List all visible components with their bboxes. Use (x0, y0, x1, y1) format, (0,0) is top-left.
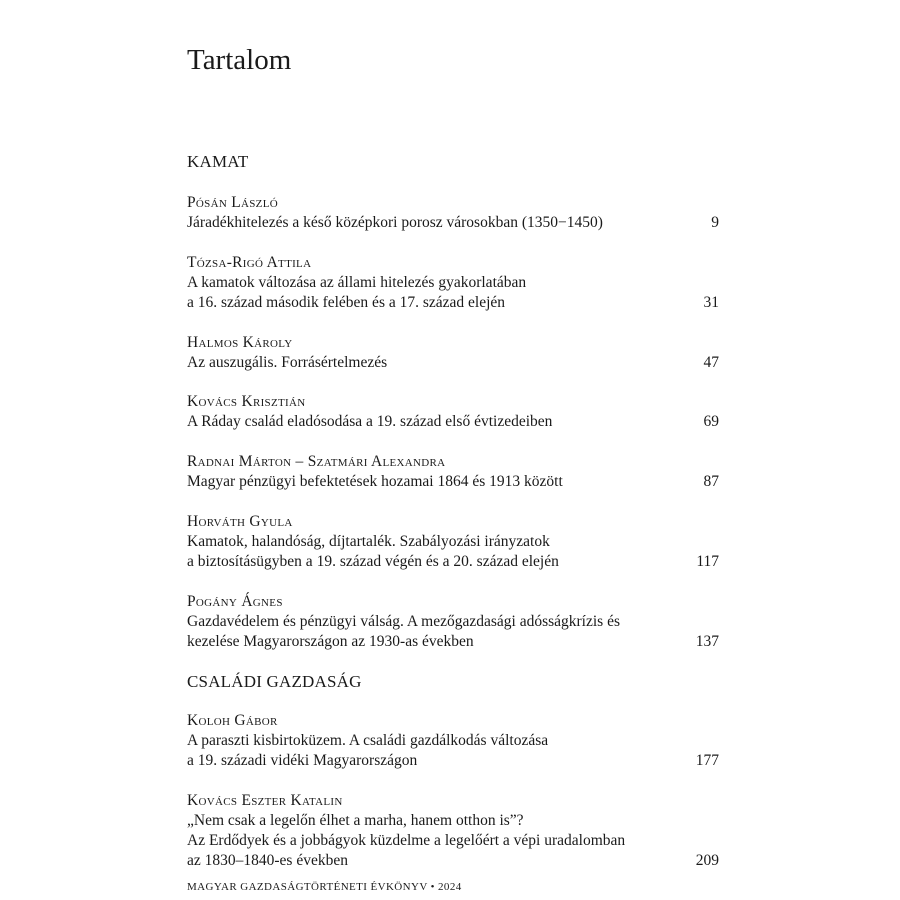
entry-author: Radnai Márton – Szatmári Alexandra (187, 453, 446, 470)
entry-title-row (187, 412, 719, 432)
entry-author: Halmos Károly (187, 334, 293, 351)
entry-page-number: 87 (703, 473, 719, 490)
entry-author: Pogány Ágnes (187, 593, 283, 610)
entry-title-line: Kamatok, halandóság, díjtartalék. Szabályozási irányzatok (187, 533, 550, 550)
entry-title-line: az 1830–1840-es években (187, 852, 348, 869)
entry-title-line: A paraszti kisbirtoküzem. A családi gazdálkodás változása (187, 732, 549, 749)
section-heading-kamat: KAMAT (187, 152, 249, 171)
entry-title-row (187, 472, 719, 492)
entry-title-line: A kamatok változása az állami hitelezés gyakorlatában (187, 274, 527, 291)
entry-title-line: Az auszugális. Forrásértelmezés (187, 354, 388, 371)
toc-entry (187, 452, 719, 492)
entry-title-row (187, 213, 719, 233)
toc-entry (187, 592, 719, 652)
entry-title-line: a 16. század második felében és a 17. század elején (187, 294, 506, 311)
entry-author: Kovács Eszter Katalin (187, 792, 343, 809)
entry-title-line: Magyar pénzügyi befektetések hozamai 1864 és 1913 között (187, 473, 563, 490)
section-heading-csaladi-gazdasag: CSALÁDI GAZDASÁG (187, 672, 362, 691)
entry-author: Horváth Gyula (187, 513, 293, 530)
entry-author: Pósán László (187, 194, 278, 211)
entry-title-line: Az Erdődyek és a jobbágyok küzdelme a legelőért a vépi uradalomban (187, 832, 626, 849)
entry-page-number: 69 (703, 413, 719, 430)
entry-page-number: 47 (703, 354, 719, 371)
entry-page-number: 9 (711, 214, 719, 231)
entry-title-row (187, 632, 719, 652)
toc-entry (187, 333, 719, 373)
entry-author: Kovács Krisztián (187, 393, 306, 410)
toc-entry (187, 512, 719, 572)
entry-title-row (187, 353, 719, 373)
entry-page-number: 31 (703, 294, 719, 311)
entry-title-row (187, 552, 719, 572)
entry-title-line: Járadékhitelezés a késő középkori porosz városokban (1350−1450) (187, 214, 603, 231)
entry-author: Tózsa-Rigó Attila (187, 254, 312, 271)
entry-page-number: 137 (695, 633, 719, 650)
entry-title-row (187, 751, 719, 771)
entry-title-line: kezelése Magyarországon az 1930-as években (187, 633, 474, 650)
entry-title-line: A Ráday család eladósodása a 19. század első évtizedeiben (187, 413, 553, 430)
entry-title-line: „Nem csak a legelőn élhet a marha, hanem otthon is”? (187, 812, 524, 829)
entry-author: Koloh Gábor (187, 712, 278, 729)
toc-entry (187, 253, 719, 313)
entry-title-row (187, 851, 719, 871)
entry-page-number: 177 (695, 752, 719, 769)
toc-entry (187, 193, 719, 233)
entry-page-number: 117 (696, 553, 719, 570)
toc-entry (187, 392, 719, 432)
entry-page-number: 209 (695, 852, 719, 869)
page-title: Tartalom (187, 44, 292, 76)
toc-entry (187, 711, 719, 771)
running-footer: MAGYAR GAZDASÁGTÖRTÉNETI ÉVKÖNYV • 2024 (187, 881, 462, 893)
toc-entry (187, 791, 719, 871)
entry-title-line: a 19. századi vidéki Magyarországon (187, 752, 418, 769)
entry-title-line: Gazdavédelem és pénzügyi válság. A mezőgazdasági adósságkrízis és (187, 613, 620, 630)
entry-title-line: a biztosításügyben a 19. század végén és a 20. század elején (187, 553, 559, 570)
entry-title-row (187, 293, 719, 313)
